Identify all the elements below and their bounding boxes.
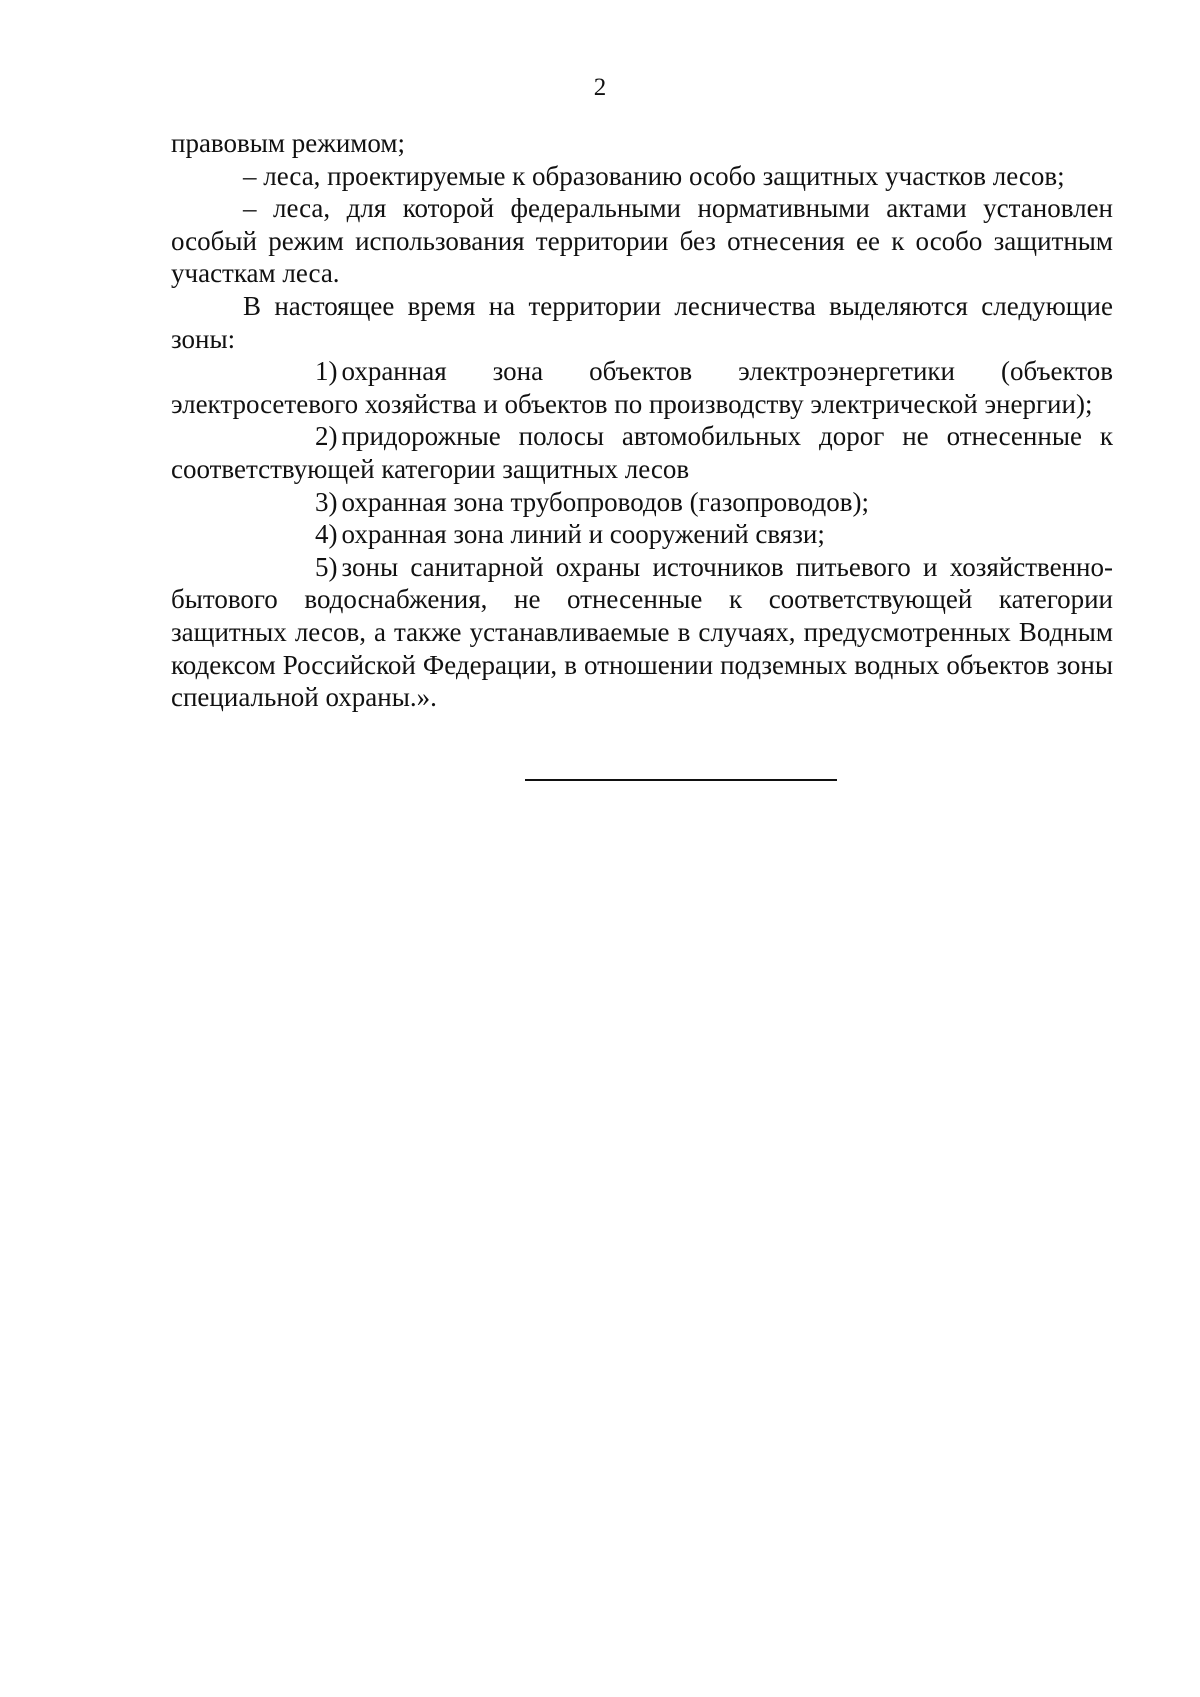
zone-list-item-5	[171, 551, 1113, 714]
paragraph-continuation: правовым режимом;	[171, 128, 405, 158]
zone-list-item-text: зоны санитарной охраны источников питьевого и хозяйственно-бытового водоснабжения, не отнесенные к соответствующей категории защитных лесов, а также устанавливаемые в случаях, предусмотренных Водным кодексом Российской Федерации, в отношении подземных водных объектов зоны специальной охраны.».	[171, 551, 1113, 713]
zone-list-item-number: 1)	[315, 356, 338, 387]
paragraph-zones-intro: В настоящее время на территории лесничества выделяются следующие зоны:	[171, 290, 1113, 354]
end-of-document-rule	[525, 779, 837, 781]
zone-list-item-3	[171, 486, 1113, 519]
zone-list-item-text: охранная зона объектов электроэнергетики (объектов электросетевого хозяйства и объектов по производству электрической энергии);	[171, 356, 1113, 419]
zone-list-item-text: охранная зона линий и сооружений связи;	[341, 519, 825, 550]
document-body	[171, 127, 1113, 714]
zone-list-item-4	[171, 518, 1113, 551]
zone-list-item-number: 5)	[315, 551, 338, 582]
zone-list-item-number: 2)	[315, 421, 338, 452]
zone-list-item-number: 4)	[315, 519, 338, 550]
zone-list-item-number: 3)	[315, 486, 338, 517]
zone-list-item-text: придорожные полосы автомобильных дорог не отнесенные к соответствующей категории защитных лесов	[171, 421, 1113, 484]
paragraph-dash-item-2: – леса, для которой федеральными нормативными актами установлен особый режим использования территории без отнесения ее к особо защитным участкам леса.	[171, 193, 1113, 289]
zone-list-item-2	[171, 420, 1113, 485]
paragraph-dash-item-1: – леса, проектируемые к образованию особо защитных участков лесов;	[243, 160, 1065, 191]
page-number: 2	[593, 74, 607, 101]
zone-list-item-text: охранная зона трубопроводов (газопроводов);	[341, 486, 869, 517]
zone-list-item-1	[171, 355, 1113, 420]
